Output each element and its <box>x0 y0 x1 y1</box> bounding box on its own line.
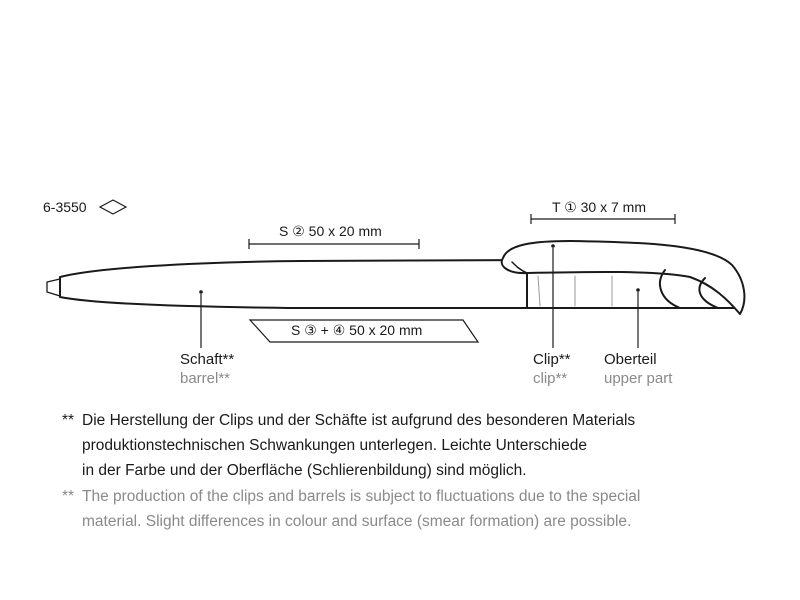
barrel-label-en: barrel** <box>180 370 231 387</box>
clip-label-de: Clip** <box>533 351 571 368</box>
barrel-label-de: Schaft** <box>180 351 235 368</box>
top-print-size: T ① 30 x 7 mm <box>552 199 646 215</box>
footnote-de-line-3: in der Farbe und der Oberfläche (Schlierenbildung) sind möglich. <box>82 462 527 479</box>
footnote-asterisks: ** <box>62 412 75 429</box>
pen-tip <box>47 279 60 296</box>
shaft-print-dimension-line <box>249 239 419 249</box>
barrel-shape <box>60 260 527 308</box>
upper-part-label-en: upper part <box>604 370 673 387</box>
footnote-english <box>62 484 640 534</box>
footnote-de-line-1: Die Herstellung der Clips und der Schäfte ist aufgrund des besonderen Materials <box>82 412 636 429</box>
barrel-marker-dot <box>199 290 203 294</box>
upper-part-label-de: Oberteil <box>604 351 657 368</box>
footnote-en-line-1: The production of the clips and barrels is subject to fluctuations due to the special <box>82 488 641 505</box>
upper-part-marker-dot <box>636 288 640 292</box>
footnote-en-line-2: material. Slight differences in colour and surface (smear formation) are possible. <box>82 513 632 530</box>
product-code: 6-3550 <box>43 199 87 215</box>
diamond-icon <box>100 200 126 214</box>
footnote-german <box>62 408 635 483</box>
shaft-print-size: S ② 50 x 20 mm <box>279 223 382 239</box>
clip-marker-dot <box>551 244 555 248</box>
rotary-print-size: S ③ + ④ 50 x 20 mm <box>291 322 423 338</box>
clip-label-en: clip** <box>533 370 568 387</box>
footnote-asterisks-en: ** <box>62 488 75 505</box>
footnote-de-line-2: produktionstechnischen Schwankungen unterlegen. Leichte Unterschiede <box>82 437 587 454</box>
